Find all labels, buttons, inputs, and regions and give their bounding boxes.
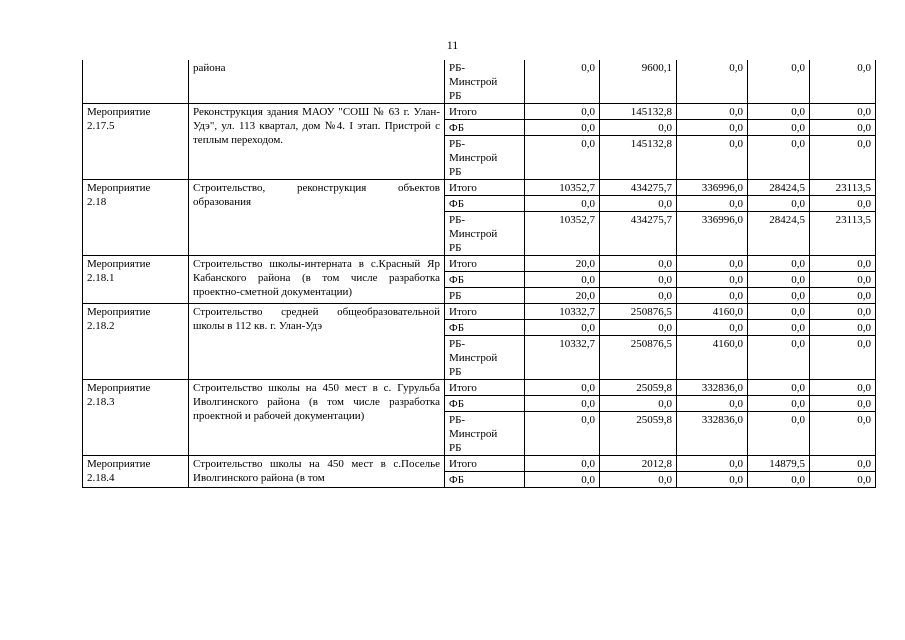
measure-label-cell: Мероприятие 2.18.2 — [83, 304, 189, 380]
funding-source-cell: ФБ — [445, 320, 525, 336]
value-col-2: 434275,7 — [600, 212, 677, 256]
value-col-3: 332836,0 — [677, 380, 748, 396]
value-col-5: 0,0 — [810, 60, 876, 104]
value-col-2: 145132,8 — [600, 136, 677, 180]
value-col-2: 434275,7 — [600, 180, 677, 196]
value-col-1: 20,0 — [525, 256, 600, 272]
funding-source-cell: Итого — [445, 304, 525, 320]
value-col-2: 25059,8 — [600, 412, 677, 456]
value-col-3: 0,0 — [677, 60, 748, 104]
value-col-4: 0,0 — [748, 196, 810, 212]
value-col-5: 0,0 — [810, 304, 876, 320]
value-col-4: 28424,5 — [748, 212, 810, 256]
value-col-1: 0,0 — [525, 456, 600, 472]
value-col-3: 336996,0 — [677, 180, 748, 196]
value-col-2: 0,0 — [600, 120, 677, 136]
value-col-1: 0,0 — [525, 380, 600, 396]
value-col-5: 23113,5 — [810, 212, 876, 256]
value-col-3: 336996,0 — [677, 212, 748, 256]
value-col-2: 250876,5 — [600, 336, 677, 380]
value-col-3: 0,0 — [677, 196, 748, 212]
value-col-4: 0,0 — [748, 320, 810, 336]
funding-source-cell: РБ- Минстрой РБ — [445, 136, 525, 180]
measure-description-cell: Строительство, реконструкция объектов образования — [189, 180, 445, 256]
value-col-5: 0,0 — [810, 256, 876, 272]
value-col-1: 0,0 — [525, 136, 600, 180]
value-col-1: 10332,7 — [525, 336, 600, 380]
value-col-2: 0,0 — [600, 256, 677, 272]
table-row — [83, 256, 876, 272]
value-col-1: 0,0 — [525, 60, 600, 104]
measure-description-cell: района — [189, 60, 445, 104]
value-col-2: 0,0 — [600, 288, 677, 304]
value-col-1: 0,0 — [525, 272, 600, 288]
measure-description-cell: Строительство школы-интерната в с.Красный Яр Кабанского района (в том числе разработка проектно-сметной документации) — [189, 256, 445, 304]
value-col-5: 0,0 — [810, 196, 876, 212]
value-col-1: 0,0 — [525, 104, 600, 120]
value-col-3: 4160,0 — [677, 304, 748, 320]
value-col-3: 0,0 — [677, 104, 748, 120]
value-col-2: 25059,8 — [600, 380, 677, 396]
measure-label-cell: Мероприятие 2.17.5 — [83, 104, 189, 180]
value-col-1: 20,0 — [525, 288, 600, 304]
budget-table-body — [83, 60, 876, 488]
table-row — [83, 60, 876, 104]
budget-table — [82, 60, 876, 488]
value-col-4: 0,0 — [748, 60, 810, 104]
measure-label-cell: Мероприятие 2.18 — [83, 180, 189, 256]
value-col-4: 0,0 — [748, 288, 810, 304]
value-col-5: 0,0 — [810, 472, 876, 488]
measure-description-cell: Строительство средней общеобразовательной школы в 112 кв. г. Улан-Удэ — [189, 304, 445, 380]
measure-label-cell: Мероприятие 2.18.4 — [83, 456, 189, 488]
funding-source-cell: Итого — [445, 256, 525, 272]
value-col-5: 0,0 — [810, 336, 876, 380]
value-col-2: 2012,8 — [600, 456, 677, 472]
funding-source-cell: РБ- Минстрой РБ — [445, 60, 525, 104]
value-col-3: 0,0 — [677, 456, 748, 472]
value-col-2: 145132,8 — [600, 104, 677, 120]
value-col-3: 0,0 — [677, 472, 748, 488]
value-col-5: 0,0 — [810, 120, 876, 136]
value-col-4: 0,0 — [748, 412, 810, 456]
value-col-4: 0,0 — [748, 256, 810, 272]
value-col-5: 0,0 — [810, 272, 876, 288]
table-row — [83, 456, 876, 472]
value-col-1: 0,0 — [525, 320, 600, 336]
value-col-2: 0,0 — [600, 396, 677, 412]
value-col-4: 14879,5 — [748, 456, 810, 472]
value-col-5: 0,0 — [810, 320, 876, 336]
value-col-5: 0,0 — [810, 104, 876, 120]
table-row — [83, 304, 876, 320]
funding-source-cell: РБ- Минстрой РБ — [445, 412, 525, 456]
value-col-5: 0,0 — [810, 412, 876, 456]
value-col-5: 0,0 — [810, 456, 876, 472]
measure-description-cell: Строительство школы на 450 мест в с. Гурульба Иволгинского района (в том числе разработка проектной и рабочей документации) — [189, 380, 445, 456]
value-col-4: 0,0 — [748, 120, 810, 136]
funding-source-cell: ФБ — [445, 396, 525, 412]
funding-source-cell: Итого — [445, 104, 525, 120]
value-col-1: 10352,7 — [525, 212, 600, 256]
value-col-4: 0,0 — [748, 472, 810, 488]
value-col-1: 0,0 — [525, 196, 600, 212]
table-row — [83, 104, 876, 120]
value-col-4: 0,0 — [748, 272, 810, 288]
value-col-4: 28424,5 — [748, 180, 810, 196]
value-col-3: 0,0 — [677, 136, 748, 180]
value-col-4: 0,0 — [748, 304, 810, 320]
funding-source-cell: Итого — [445, 456, 525, 472]
value-col-2: 9600,1 — [600, 60, 677, 104]
funding-source-cell: Итого — [445, 180, 525, 196]
value-col-3: 0,0 — [677, 256, 748, 272]
value-col-3: 0,0 — [677, 396, 748, 412]
measure-description-cell: Реконструкция здания МАОУ "СОШ № 63 г. Улан-Удэ", ул. 113 квартал, дом №4. I этап. Пристрой с теплым переходом. — [189, 104, 445, 180]
measure-label-cell: Мероприятие 2.18.3 — [83, 380, 189, 456]
value-col-1: 0,0 — [525, 472, 600, 488]
table-row — [83, 380, 876, 396]
value-col-1: 10332,7 — [525, 304, 600, 320]
value-col-1: 0,0 — [525, 412, 600, 456]
measure-label-cell — [83, 60, 189, 104]
funding-source-cell: РБ — [445, 288, 525, 304]
value-col-4: 0,0 — [748, 380, 810, 396]
page-number: 11 — [446, 38, 459, 52]
value-col-5: 0,0 — [810, 288, 876, 304]
value-col-2: 0,0 — [600, 472, 677, 488]
value-col-5: 23113,5 — [810, 180, 876, 196]
value-col-3: 0,0 — [677, 272, 748, 288]
value-col-3: 332836,0 — [677, 412, 748, 456]
value-col-5: 0,0 — [810, 136, 876, 180]
value-col-4: 0,0 — [748, 336, 810, 380]
value-col-2: 250876,5 — [600, 304, 677, 320]
funding-source-cell: ФБ — [445, 472, 525, 488]
value-col-3: 4160,0 — [677, 336, 748, 380]
value-col-2: 0,0 — [600, 272, 677, 288]
measure-description-cell: Строительство школы на 450 мест в с.Поселье Иволгинского района (в том — [189, 456, 445, 488]
value-col-4: 0,0 — [748, 136, 810, 180]
funding-source-cell: РБ- Минстрой РБ — [445, 212, 525, 256]
funding-source-cell: РБ- Минстрой РБ — [445, 336, 525, 380]
value-col-3: 0,0 — [677, 288, 748, 304]
value-col-4: 0,0 — [748, 396, 810, 412]
value-col-1: 0,0 — [525, 120, 600, 136]
value-col-4: 0,0 — [748, 104, 810, 120]
value-col-1: 10352,7 — [525, 180, 600, 196]
value-col-3: 0,0 — [677, 320, 748, 336]
funding-source-cell: ФБ — [445, 196, 525, 212]
funding-source-cell: ФБ — [445, 120, 525, 136]
funding-source-cell: Итого — [445, 380, 525, 396]
value-col-3: 0,0 — [677, 120, 748, 136]
table-row — [83, 180, 876, 196]
measure-label-cell: Мероприятие 2.18.1 — [83, 256, 189, 304]
value-col-2: 0,0 — [600, 320, 677, 336]
funding-source-cell: ФБ — [445, 272, 525, 288]
value-col-2: 0,0 — [600, 196, 677, 212]
value-col-1: 0,0 — [525, 396, 600, 412]
value-col-5: 0,0 — [810, 396, 876, 412]
value-col-5: 0,0 — [810, 380, 876, 396]
